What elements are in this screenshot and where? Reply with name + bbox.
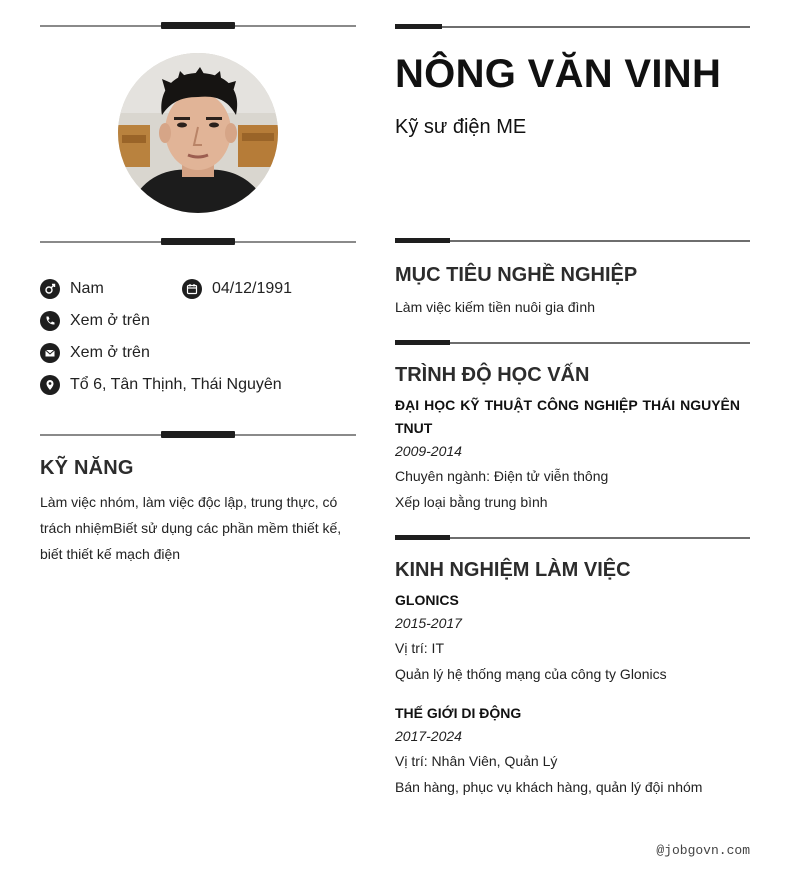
objective-text: Làm việc kiếm tiền nuôi gia đình	[395, 299, 595, 315]
gender-value: Nam	[70, 280, 104, 297]
info-top-divider	[40, 241, 356, 243]
phone-row	[40, 311, 150, 331]
footer-watermark: @jobgovn.com	[656, 843, 750, 858]
education-period: 2009-2014	[395, 443, 462, 459]
education-title: TRÌNH ĐỘ HỌC VẤN	[395, 364, 590, 386]
experience-position: Vị trí: IT	[395, 640, 444, 656]
education-school: ĐẠI HỌC KỸ THUẬT CÔNG NGHIỆP THÁI NGUYÊN TNUT	[395, 397, 740, 436]
education-grade: Xếp loại bằng trung bình	[395, 494, 548, 510]
email-row	[40, 343, 150, 363]
skills-title: KỸ NĂNG	[40, 457, 134, 479]
avatar	[118, 53, 278, 213]
experience-position: Vị trí: Nhân Viên, Quản Lý	[395, 753, 558, 769]
candidate-job-title: Kỹ sư điện ME	[395, 116, 527, 138]
birthday-row	[182, 279, 292, 299]
education-divider	[395, 342, 750, 344]
education-major: Chuyên ngành: Điện tử viễn thông	[395, 468, 609, 484]
experience-title: KINH NGHIỆM LÀM VIỆC	[395, 559, 631, 581]
address-row	[40, 375, 282, 395]
header-divider	[395, 26, 750, 28]
objective-divider	[395, 240, 750, 242]
experience-company: GLONICS	[395, 592, 459, 608]
email-icon	[40, 343, 60, 363]
location-icon	[40, 375, 60, 395]
address-value: Tổ 6, Tân Thịnh, Thái Nguyên	[70, 376, 282, 393]
skills-divider	[40, 434, 356, 436]
phone-icon	[40, 311, 60, 331]
phone-value: Xem ở trên	[70, 312, 150, 329]
experience-period: 2015-2017	[395, 615, 462, 631]
calendar-icon	[182, 279, 202, 299]
email-value: Xem ở trên	[70, 344, 150, 361]
profile-photo	[118, 53, 278, 213]
candidate-name: NÔNG VĂN VINH	[395, 52, 722, 96]
experience-description: Quản lý hệ thống mạng của công ty Glonics	[395, 666, 667, 682]
avatar-top-divider	[40, 25, 356, 27]
skills-text: Làm việc nhóm, làm việc độc lập, trung thực, có trách nhiệmBiết sử dụng các phần mềm thiết kế, biết thiết kế mạch điện	[40, 494, 342, 562]
experience-period: 2017-2024	[395, 728, 462, 744]
experience-description: Bán hàng, phục vụ khách hàng, quản lý đội nhóm	[395, 779, 703, 795]
gender-row	[40, 279, 104, 299]
birthday-value: 04/12/1991	[212, 280, 293, 297]
gender-icon	[40, 279, 60, 299]
objective-title: MỤC TIÊU NGHỀ NGHIỆP	[395, 264, 638, 286]
experience-divider	[395, 537, 750, 539]
experience-company: THẾ GIỚI DI ĐỘNG	[395, 705, 522, 721]
